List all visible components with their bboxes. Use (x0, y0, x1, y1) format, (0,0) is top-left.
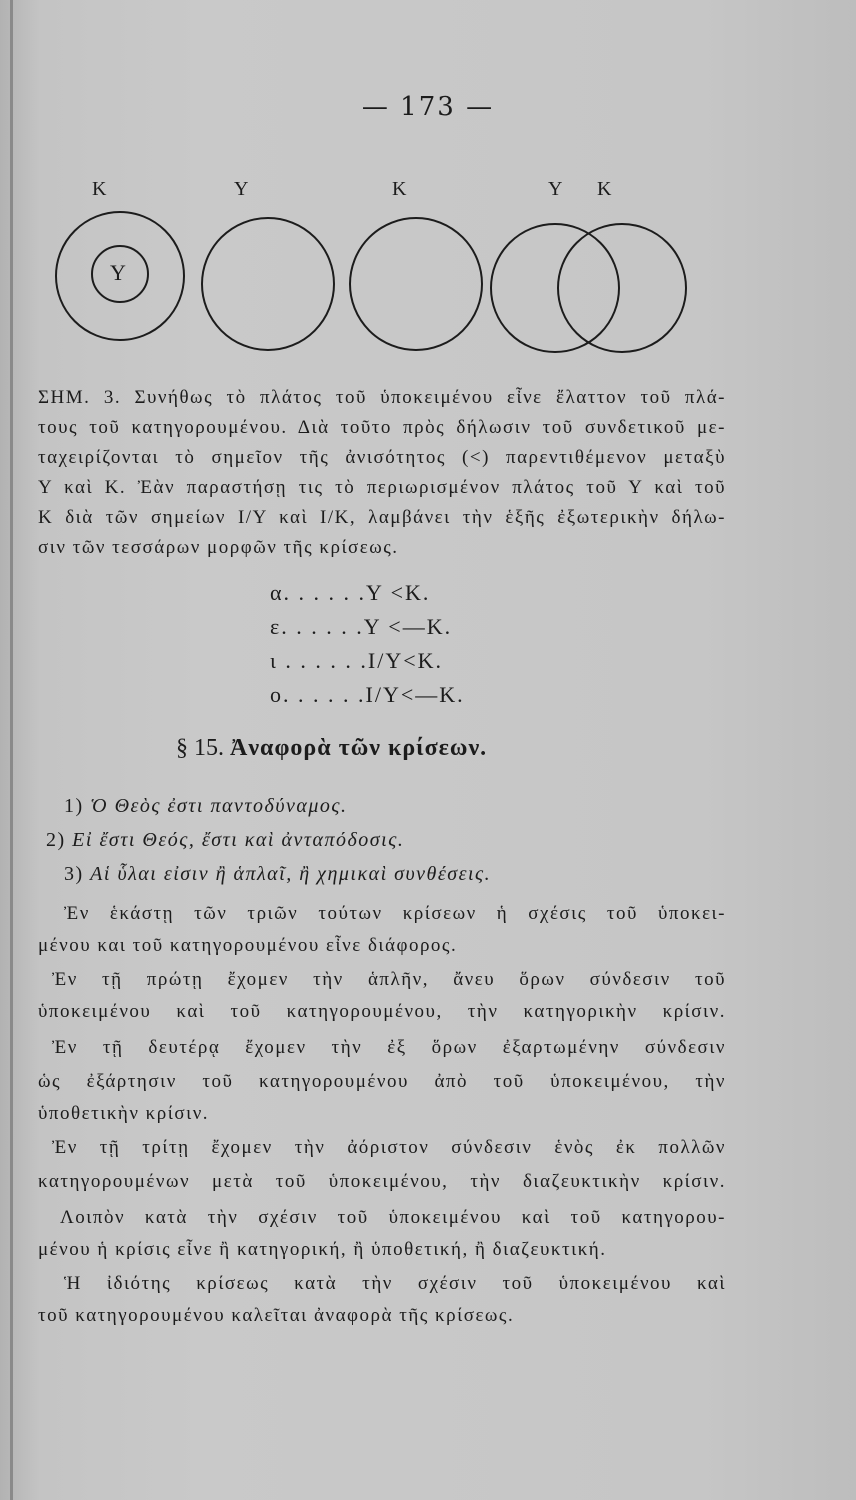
section-number: § 15. (176, 735, 224, 761)
paragraph-line: Λοιπὸν κατὰ τὴν σχέσιν τοῦ ὑποκειμένου καὶ τοῦ κατηγορου- (60, 1207, 726, 1228)
formula-i: ι . . . . . .Ι/Υ<Κ. (270, 648, 444, 673)
note-line: ΣΗΜ. 3. Συνήθως τὸ πλάτος τοῦ ὑποκειμένου εἶνε ἔλαττον τοῦ πλά- (38, 387, 726, 408)
paragraph-text: ὑποκειμένου καὶ τοῦ κατηγορουμένου, τὴν κατηγορικὴν κρίσιν. (38, 1001, 726, 1022)
example-text: Αἱ ὗλαι εἰσιν ἢ ἁπλαῖ, ἢ χημικαὶ συνθέσεις. (90, 863, 492, 885)
example-1 (64, 795, 348, 818)
paragraph-line: Ἡ ἰδιότης κρίσεως κατὰ τὴν σχέσιν τοῦ ὑποκειμένου καὶ (64, 1273, 726, 1294)
diagram-label-k2: Κ (392, 178, 407, 200)
paragraph-line: Ἐν τῇ πρώτῃ ἔχομεν τὴν ἁπλῆν, ἄνευ ὅρων σύνδεσιν τοῦ (52, 969, 726, 990)
paragraph-line: κατηγορουμένων μετὰ τοῦ ὑποκειμένου, τὴν διαζευκτικὴν κρίσιν. (38, 1171, 726, 1192)
section-heading (176, 735, 487, 762)
diagram-inner-label: Υ (110, 260, 126, 285)
paragraph-line: Ἐν τῇ τρίτῃ ἔχομεν τὴν ἀόριστον σύνδεσιν ἑνὸς ἐκ πολλῶν (52, 1137, 726, 1158)
diagram-label-y2: Υ (548, 178, 563, 200)
example-number: 1) (64, 795, 84, 817)
circle-y-overlap (491, 224, 619, 352)
paragraph-line (38, 998, 726, 1026)
page-spine-edge (10, 0, 13, 1500)
paragraph-line: μένου και τοῦ κατηγορουμένου εἶνε διάφορος. (38, 935, 458, 956)
example-3 (64, 863, 491, 886)
example-number: 3) (64, 863, 84, 885)
note-line: ταχειρίζονται τὸ σημεῖον τῆς ἀνισότητος (<) παρεντιθέμενον μεταξὺ (38, 447, 726, 468)
note-line: Κ διὰ τῶν σημείων Ι/Υ καὶ Ι/Κ, λαμβάνει τὴν ἑξῆς ἐξωτερικὴν δήλω- (38, 507, 726, 528)
judgment-circle-diagram (40, 178, 720, 368)
example-text: Εἰ ἔστι Θεός, ἔστι καὶ ἀνταπόδοσις. (72, 829, 405, 851)
diagram-label-k3: Κ (597, 178, 612, 200)
formula-e: ε. . . . . .Υ <—Κ. (270, 614, 453, 639)
paragraph-line: μένου ἡ κρίσις εἶνε ἢ κατηγορική, ἢ ὑποθετική, ἢ διαζευκτική. (38, 1239, 607, 1260)
paragraph-line: ὡς ἐξάρτησιν τοῦ κατηγορουμένου ἀπὸ τοῦ ὑποκειμένου, τὴν (38, 1071, 726, 1092)
diagram-label-y1: Υ (234, 178, 249, 200)
paragraph-line: Ἐν τῇ δευτέρᾳ ἔχομεν τὴν ἐξ ὅρων ἐξαρτωμένην σύνδεσιν (52, 1037, 726, 1058)
diagram-label-k1: Κ (92, 178, 107, 200)
formula-o: ο. . . . . .Ι/Υ<—Κ. (270, 682, 465, 707)
formula-a: α. . . . . .Υ <Κ. (270, 580, 431, 605)
example-text: Ὁ Θεὸς ἐστι παντοδύναμος. (90, 795, 348, 817)
paragraph-line: Ἐν ἑκάστῃ τῶν τριῶν τούτων κρίσεων ἡ σχέσις τοῦ ὑποκει- (64, 903, 726, 924)
note-line: τους τοῦ κατηγορουμένου. Διὰ τοῦτο πρὸς δήλωσιν τοῦ συνδετικοῦ με- (38, 417, 726, 438)
note-line: Υ καὶ Κ. Ἐὰν παραστήσῃ τις τὸ περιωρισμένον πλάτος τοῦ Υ καὶ τοῦ (38, 477, 726, 498)
section-title: Ἀναφορὰ τῶν κρίσεων. (230, 735, 488, 761)
circle-k-middle (350, 218, 482, 350)
circle-y-left (202, 218, 334, 350)
note-line: σιν τῶν τεσσάρων μορφῶν τῆς κρίσεως. (38, 537, 399, 558)
diagram-circles (40, 178, 720, 368)
paragraph-line: τοῦ κατηγορουμένου καλεῖται ἀναφορὰ τῆς κρίσεως. (38, 1305, 515, 1326)
example-2 (46, 829, 404, 852)
page-number: — 173 — (361, 92, 495, 122)
circle-k-overlap (558, 224, 686, 352)
example-number: 2) (46, 829, 66, 851)
paragraph-line: ὑποθετικὴν κρίσιν. (38, 1103, 210, 1124)
